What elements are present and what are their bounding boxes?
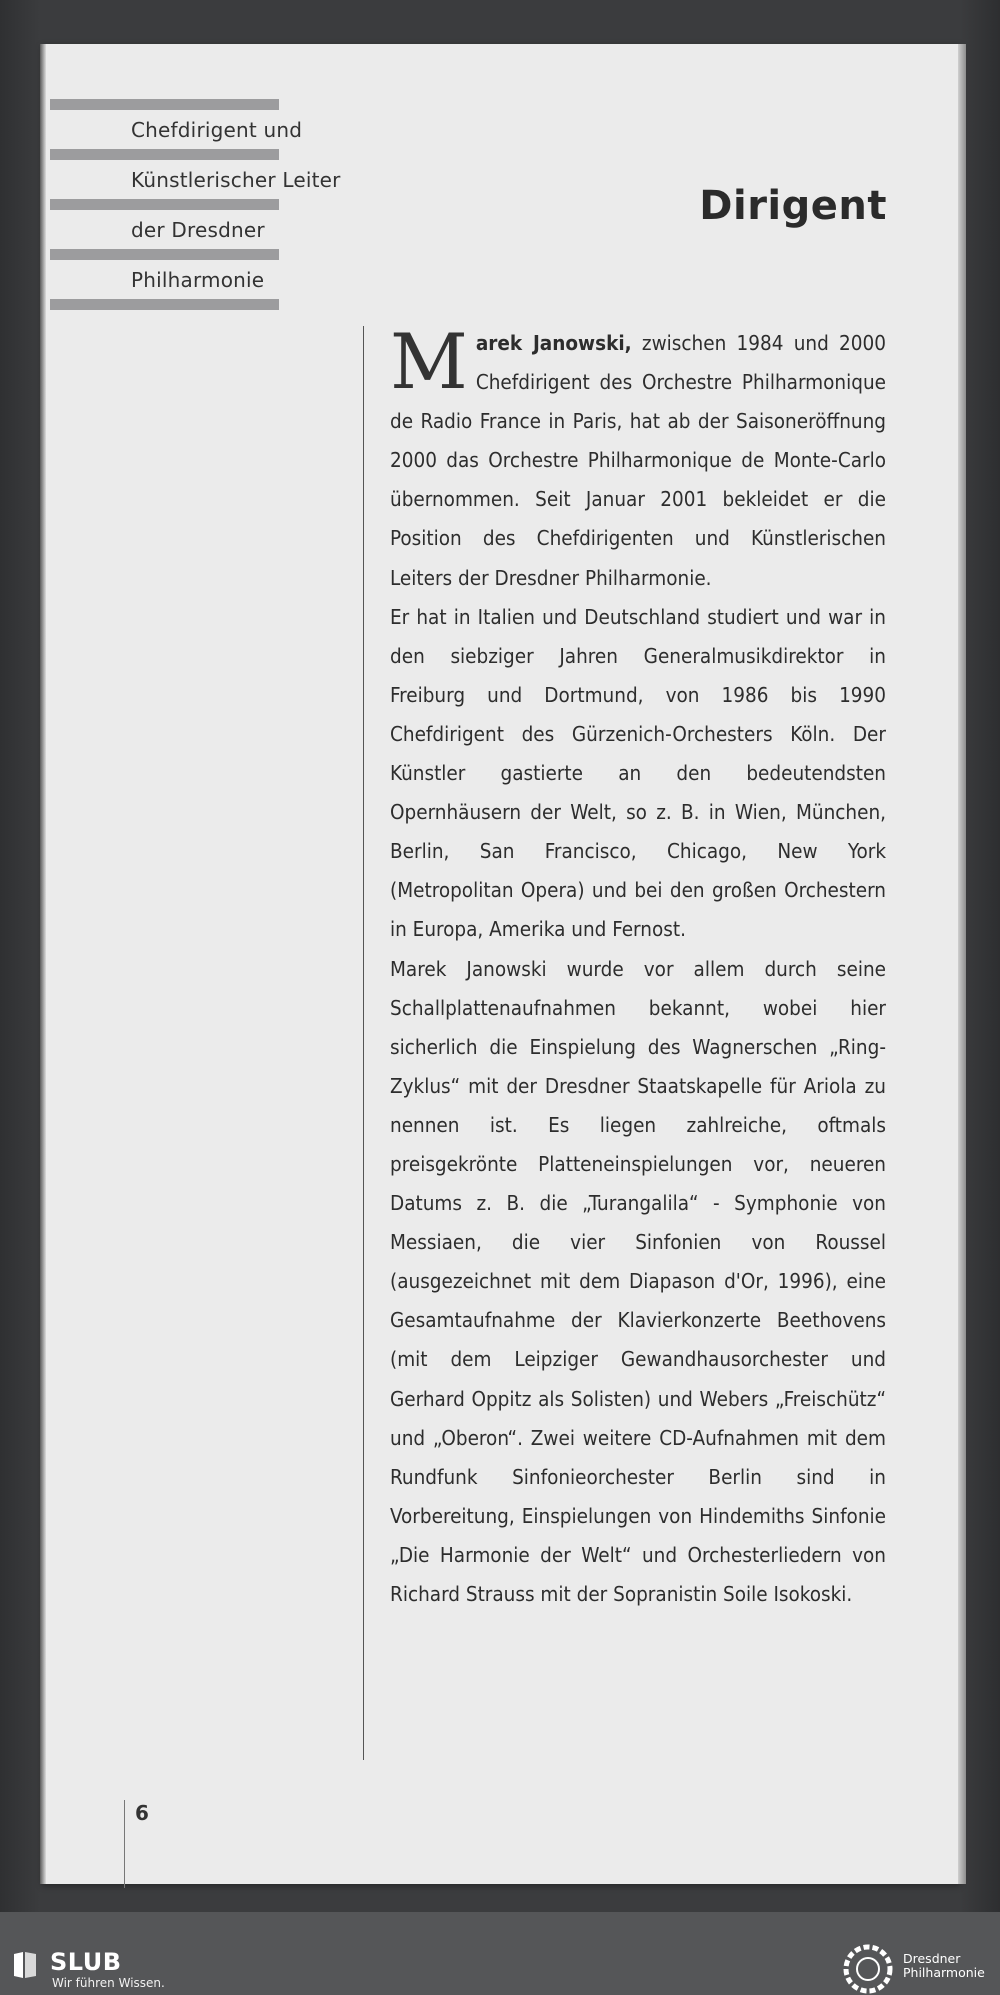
header-stripe bbox=[50, 199, 279, 210]
page-number: 6 bbox=[135, 1801, 149, 1825]
header-stripe bbox=[50, 299, 279, 310]
paragraph-text: zwischen 1984 und 2000 Chefdirigent des Orchestre Philharmonique de Radio France in Paris, hat ab der Saisoneröffnung 2000 das Orchestre Philharmonique de Monte-Carlo übernommen. Seit Januar 2001 bekleidet er die Position des Chefdirigenten und Künstlerischen Leiters der Dresdner Philharmonie. bbox=[390, 331, 886, 590]
partner-name[interactable] bbox=[903, 1952, 985, 1980]
body-text bbox=[390, 317, 886, 1614]
page-title: Dirigent bbox=[699, 183, 887, 229]
paragraph: Er hat in Italien und Deutschland studiert und war in den siebziger Jahren Generalmusikdirektor in Freiburg und Dortmund, von 1986 bis 1990 Chefdirigent des Gürzenich-Orchesters Köln. Der Künstler gastierte an den bedeutendsten Opernhäusern der Welt, so z. B. in Wien, München, Berlin, San Francisco, Chicago, New York (Metropolitan Opera) und bei den großen Orchestern in Europa, Amerika und Fernost. bbox=[390, 604, 886, 942]
slub-logo-icon bbox=[12, 1950, 38, 1980]
philharmonie-logo-icon bbox=[842, 1943, 894, 1995]
header-stripe bbox=[50, 99, 279, 110]
lead-name: arek Janowski, bbox=[475, 331, 632, 355]
drop-cap: M bbox=[390, 317, 468, 406]
header-stripe bbox=[50, 149, 279, 160]
subtitle-line: Künstlerischer Leiter bbox=[131, 168, 341, 192]
partner-name-line: Dresdner bbox=[903, 1951, 961, 1966]
column-rule bbox=[363, 326, 364, 1760]
library-tagline: Wir führen Wissen. bbox=[52, 1976, 165, 1990]
page-spine bbox=[40, 44, 46, 1884]
header-stripe bbox=[50, 249, 279, 260]
subtitle-line: der Dresdner bbox=[131, 218, 265, 242]
paragraph: Marek Janowski wurde vor allem durch seine Schallplattenaufnahmen bekannt, wobei hier sicherlich die Einspielung des Wagnerschen „Ring-Zyklus“ mit der Dresdner Staatskapelle für Ariola zu nennen ist. Es liegen zahlreiche, oftmals preisgekrönte Platteneinspielungen vor, neueren Datums z. B. die „Turangalila“ - Symphonie von Messiaen, die vier Sinfonien von Roussel (ausgezeichnet mit dem Diapason d'Or, 1996), eine Gesamtaufnahme der Klavierkonzerte Beethovens (mit dem Leipziger Gewandhausorchester und Gerhard Oppitz als Solisten) und Webers „Freischütz“ und „Oberon“. Zwei weitere CD-Aufnahmen mit dem Rundfunk Sinfonieorchester Berlin sind in Vorbereitung, Einspielungen von Hindemiths Sinfonie „Die Harmonie der Welt“ und Orchesterliedern von Richard Strauss mit der Sopranistin Soile Isokoski. bbox=[390, 956, 886, 1606]
subtitle-line: Chefdirigent und bbox=[131, 118, 303, 142]
partner-name-line: Philharmonie bbox=[903, 1965, 985, 1980]
page-edge bbox=[958, 44, 966, 1884]
subtitle-line: Philharmonie bbox=[131, 268, 265, 292]
page-number-rule bbox=[124, 1800, 125, 1888]
paragraph bbox=[390, 317, 886, 598]
library-name[interactable]: SLUB bbox=[50, 1948, 122, 1976]
